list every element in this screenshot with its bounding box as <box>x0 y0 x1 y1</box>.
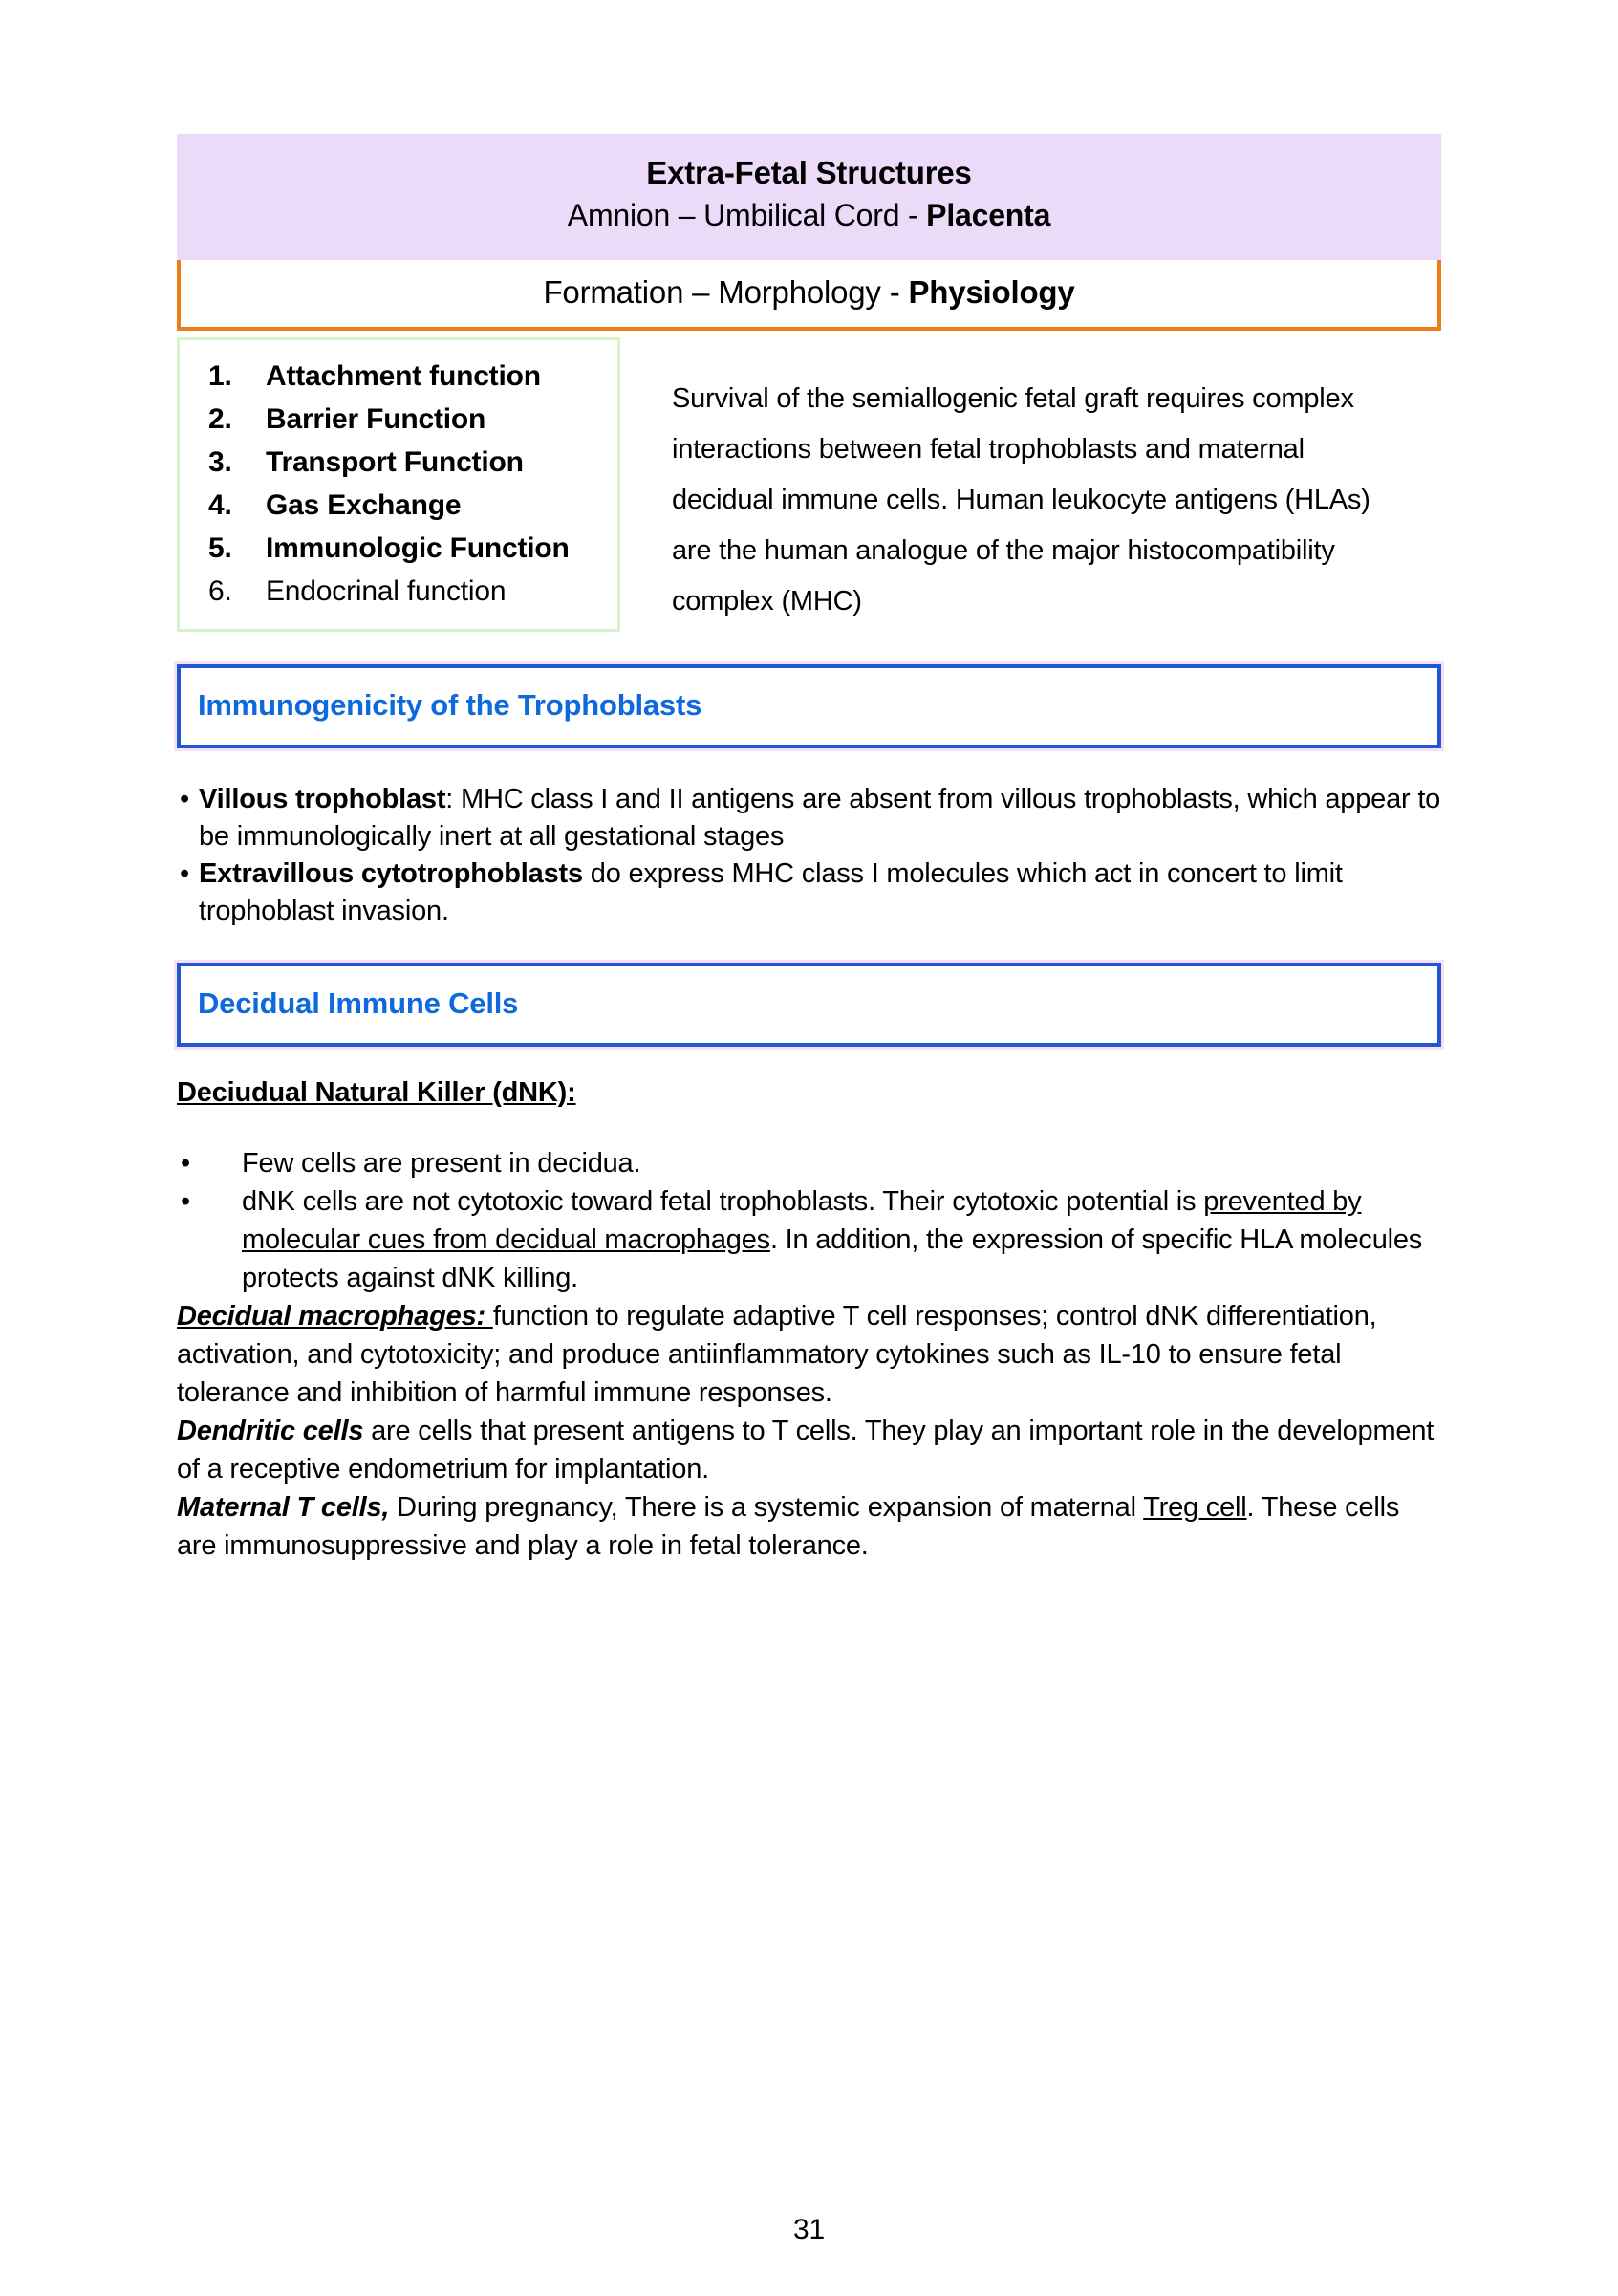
decidual-paragraphs <box>177 1297 1441 1565</box>
function-item-number: 3. <box>208 446 232 478</box>
function-list-item <box>180 484 617 527</box>
function-list-item <box>180 570 617 613</box>
title-banner <box>177 134 1441 260</box>
function-item-number: 6. <box>208 575 232 607</box>
function-item-number: 1. <box>208 360 232 392</box>
placenta-functions-list <box>177 337 620 632</box>
function-list-item <box>180 355 617 398</box>
bullet-item: • Villous trophoblast: MHC class I and II antigens are absent from villous trophoblasts, which appear to be immunologically inert at all gestational stages <box>177 781 1441 856</box>
functions-and-intro-row <box>177 337 1441 632</box>
function-item-label: Immunologic Function <box>266 532 570 564</box>
function-list-item <box>180 527 617 570</box>
decidual-heading: Decidual Immune Cells <box>198 986 519 1020</box>
dnk-bullet-list <box>177 1144 1441 1297</box>
function-list-item <box>180 441 617 484</box>
function-item-label: Gas Exchange <box>266 489 462 521</box>
function-item-number: 5. <box>208 532 232 564</box>
bullet-item: • Few cells are present in decidua. <box>177 1144 1441 1182</box>
dnk-subheading: Deciudual Natural Killer (dNK): <box>177 1077 576 1108</box>
function-item-label: Transport Function <box>266 446 524 478</box>
section-band <box>177 260 1441 331</box>
function-item-number: 2. <box>208 403 232 435</box>
section-band-text: Formation – Morphology - Physiology <box>543 274 1075 310</box>
function-item-number: 4. <box>208 489 232 521</box>
bullet-item: • Extravillous cytotrophoblasts do express MHC class I molecules which act in concert to limit trophoblast invasion. <box>177 856 1441 930</box>
immunogenicity-heading: Immunogenicity of the Trophoblasts <box>198 688 702 722</box>
heading-box-immunogenicity <box>177 664 1441 748</box>
immunogenicity-bullet-list <box>177 781 1441 930</box>
function-list-item <box>180 398 617 441</box>
document-subtitle: Amnion – Umbilical Cord - Placenta <box>567 198 1051 232</box>
bullet-item: • dNK cells are not cytotoxic toward fetal trophoblasts. Their cytotoxic potential is prevented by molecular cues from decidual macrophages. In addition, the expression of specific HLA molecules protects against dNK killing. <box>177 1182 1441 1297</box>
function-item-label: Endocrinal function <box>266 575 507 607</box>
function-item-label: Attachment function <box>266 360 541 392</box>
body-paragraph: Maternal T cells, During pregnancy, There is a systemic expansion of maternal Treg cell. These cells are immunosuppressive and play a role in fetal tolerance. <box>177 1492 1400 1561</box>
document-title: Extra-Fetal Structures <box>646 155 972 190</box>
function-item-label: Barrier Function <box>266 403 486 435</box>
body-paragraph: Decidual macrophages: function to regulate adaptive T cell responses; control dNK differentiation, activation, and cytotoxicity; and produce antiinflammatory cytokines such as IL-10 to ensure fetal tolerance and inhibition of harmful immune responses. <box>177 1301 1377 1408</box>
page-content <box>177 134 1441 1565</box>
intro-paragraph: Survival of the semiallogenic fetal graft requires complex interactions between fetal trophoblasts and maternal decidual immune cells. Human leukocyte antigens (HLAs) are the human analogue of the major histocompatibility complex (MHC) <box>672 383 1370 617</box>
heading-box-decidual <box>177 963 1441 1047</box>
body-paragraph: Dendritic cells are cells that present antigens to T cells. They play an important role in the development of a receptive endometrium for implantation. <box>177 1416 1435 1484</box>
page-number: 31 <box>793 2214 825 2245</box>
